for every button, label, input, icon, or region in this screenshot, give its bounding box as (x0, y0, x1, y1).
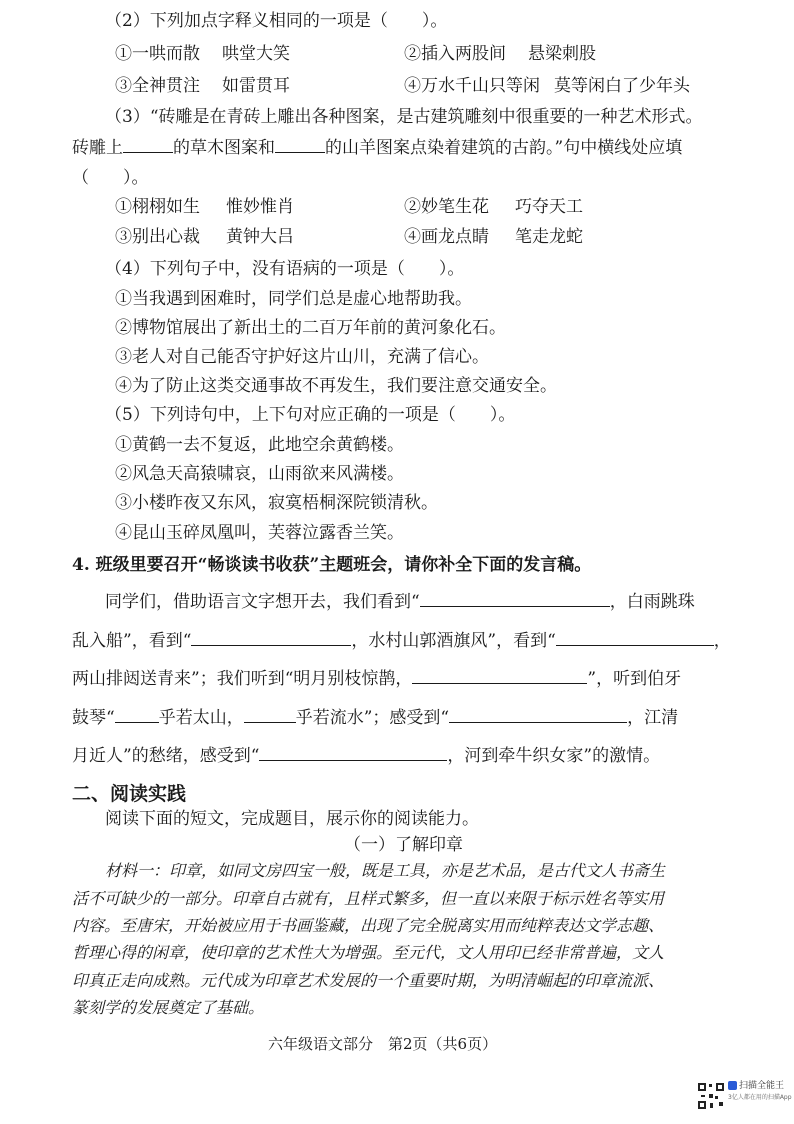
speech-text: 乱入船”，看到“ (72, 631, 192, 651)
q5-item-4: ④昆山玉碎凤凰叫，芙蓉泣露香兰笑。 (115, 523, 404, 543)
q3-option-1 (115, 196, 294, 218)
q5-item-1: ①黄鹤一去不复返，此地空余黄鹤楼。 (115, 435, 404, 455)
option-number: ②插入两股间 (404, 44, 506, 64)
option-text: 悬梁刺股 (528, 44, 596, 64)
scanner-tagline: 3亿人都在用的扫描App (728, 1094, 792, 1101)
option-text: 巧夺天工 (515, 197, 583, 217)
page-footer: 六年级语文部分 第2页（共6页） (268, 1035, 498, 1053)
option-number: ③全神贯注 (115, 76, 200, 96)
q5-item-3: ③小楼昨夜又东风，寂寞梧桐深院锁清秋。 (115, 493, 438, 513)
speech-text: 鼓琴“ (72, 708, 115, 728)
speech-text: 乎若流水”；感受到“ (295, 708, 450, 728)
speech-text: 两山排闼送青来”；我们听到“明月别枝惊鹊， (72, 669, 413, 689)
q3-option-2 (404, 196, 583, 218)
speech-line-3 (72, 667, 681, 690)
q4-item-1: ①当我遇到困难时，同学们总是虚心地帮助我。 (115, 289, 472, 309)
q3-text-b: 的草木图案和 (173, 138, 275, 158)
speech-blank-4[interactable] (412, 667, 587, 684)
speech-blank-8[interactable] (259, 744, 447, 761)
option-number: ②妙笔生花 (404, 197, 489, 217)
speech-text: ，河到牵牛织女家”的激情。 (447, 746, 661, 766)
q2-option-1 (115, 43, 290, 65)
option-number: ④万水千山只等闲 (404, 76, 540, 96)
scanner-watermark (728, 1080, 792, 1103)
speech-text: ，水村山郭酒旗风”，看到“ (351, 631, 556, 651)
q3-text-a: 砖雕上 (72, 138, 123, 158)
q2-option-2 (404, 43, 596, 65)
speech-line-2 (72, 629, 731, 652)
speech-text: 同学们，借助语言文字想开去，我们看到“ (105, 592, 420, 612)
q2-option-3 (115, 75, 290, 97)
q4-item-3: ③老人对自己能否守护好这片山川，充满了信心。 (115, 347, 489, 367)
q5-item-2: ②风急天高猿啸哀，山雨欲来风满楼。 (115, 464, 404, 484)
option-number: ③别出心裁 (115, 227, 200, 247)
passage-line-1: 材料一：印章，如同文房四宝一般，既是工具，亦是艺术品，是古代文人书斋生 (105, 861, 666, 880)
speech-text: ， (713, 631, 731, 651)
option-text: 笔走龙蛇 (515, 227, 583, 247)
passage-line-5: 印真正走向成熟。元代成为印章艺术发展的一个重要时期，为明清崛起的印章流派、 (72, 971, 665, 990)
q3-blank-1[interactable] (123, 136, 173, 153)
section-intro: 阅读下面的短文，完成题目，展示你的阅读能力。 (105, 809, 479, 829)
speech-text: ”，听到伯牙 (587, 669, 682, 689)
passage-line-3: 内容。至唐宋，开始被应用于书画鉴藏，出现了完全脱离实用而纯粹表达文学志趣、 (72, 916, 665, 935)
speech-blank-5[interactable] (115, 706, 159, 723)
q4-item-4: ④为了防止这类交通事故不再发生，我们要注意交通安全。 (115, 376, 557, 396)
speech-text: 月近人”的愁绪，感受到“ (72, 746, 260, 766)
speech-blank-6[interactable] (244, 706, 296, 723)
option-text: 黄钟大吕 (226, 227, 294, 247)
speech-blank-3[interactable] (556, 629, 714, 646)
q5-stem: （5）下列诗句中，上下句对应正确的一项是（ ）。 (105, 405, 516, 425)
passage-title: （一）了解印章 (344, 835, 463, 855)
passage-line-6: 篆刻学的发展奠定了基础。 (72, 998, 265, 1017)
q3-blank-2[interactable] (275, 136, 325, 153)
speech-blank-7[interactable] (449, 706, 627, 723)
q3-option-3 (115, 226, 294, 248)
section-heading: 二、阅读实践 (72, 783, 187, 805)
speech-text: 乎若太山， (158, 708, 244, 728)
q4-stem: （4）下列句子中，没有语病的一项是（ ）。 (105, 259, 465, 279)
option-number: ①栩栩如生 (115, 197, 200, 217)
q2-stem: （2）下列加点字释义相同的一项是（ ）。 (105, 11, 448, 31)
passage-line-4: 哲理心得的闲章，使印章的艺术性大为增强。至元代，文人用印已经非常普遍，文人 (72, 943, 665, 962)
speech-line-5 (72, 744, 660, 767)
q3-text-c: 的山羊图案点染着建筑的古韵。”句中横线处应填 (325, 138, 683, 158)
option-text: 哄堂大笑 (222, 44, 290, 64)
option-text: 莫等闲白了少年头 (554, 76, 690, 96)
option-number: ①一哄而散 (115, 44, 200, 64)
scanner-logo-icon (728, 1081, 737, 1090)
speech-line-1 (105, 590, 695, 613)
q2-option-4 (404, 75, 690, 97)
speech-line-4 (72, 706, 678, 729)
speech-text: ，江清 (627, 708, 679, 728)
option-number: ④画龙点睛 (404, 227, 489, 247)
option-text: 如雷贯耳 (222, 76, 290, 96)
speech-question-title: 4. 班级里要召开“畅谈读书收获”主题班会，请你补全下面的发言稿。 (72, 555, 592, 575)
speech-text: ，白雨跳珠 (609, 592, 695, 612)
speech-blank-2[interactable] (191, 629, 351, 646)
passage-line-2: 活不可缺少的一部分。印章自古就有，且样式繁多，但一直以来限于标示姓名等实用 (72, 889, 665, 908)
q3-line-3: （ ）。 (72, 168, 149, 188)
q3-line-1: （3）“砖雕是在青砖上雕出各种图案，是古建筑雕刻中很重要的一种艺术形式。 (105, 107, 703, 127)
qr-code-icon (697, 1082, 725, 1110)
q3-option-4 (404, 226, 583, 248)
speech-blank-1[interactable] (420, 590, 610, 607)
q4-item-2: ②博物馆展出了新出土的二百万年前的黄河象化石。 (115, 318, 506, 338)
q3-line-2 (72, 136, 682, 159)
scanner-brand: 扫描全能王 (739, 1081, 785, 1091)
option-text: 惟妙惟肖 (226, 197, 294, 217)
